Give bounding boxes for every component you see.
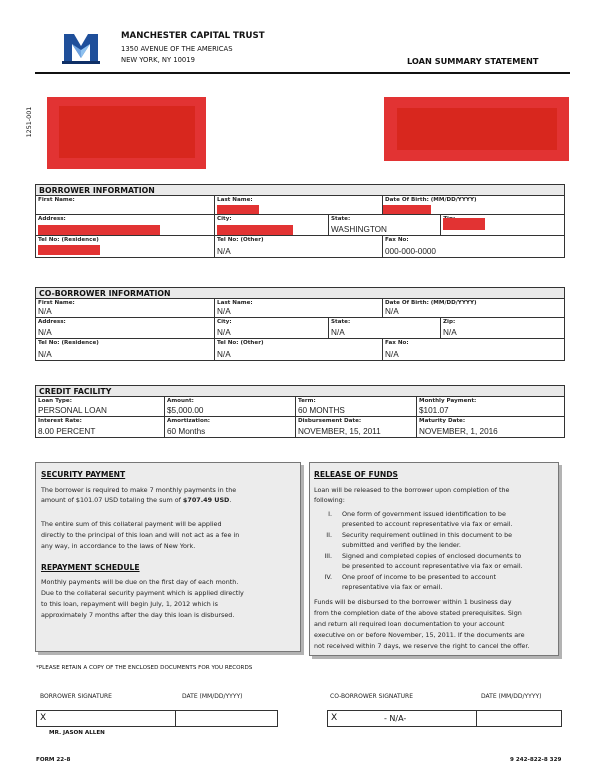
coborrower-date-field[interactable] [477,710,562,727]
side-code: 1251-001 [25,106,33,138]
borrower-tel-other-cell: Tel No: (Other) N/A [214,236,382,257]
term-value: 60 MONTHS [298,406,345,415]
loan-type-value: PERSONAL LOAN [38,406,107,415]
borrower-address-cell: Address: [36,215,214,235]
coborrower-signature-field[interactable] [327,710,477,727]
borrower-dob-cell: Date Of Birth: (MM/DD/YYYY) [382,196,566,214]
release-item-3: III. Signed and completed copies of enclosed documents to be presented to account representative via fax or email. [324,552,523,571]
coborrower-last-name-cell: Last Name: N/A [214,299,382,317]
header-rule [35,72,570,74]
company-name: MANCHESTER CAPITAL TRUST [121,31,265,41]
borrower-last-name-cell: Last Name: [214,196,382,214]
monthly-payment-cell: Monthly Payment: $101.07 [416,397,566,416]
coborrower-address-cell: Address: N/A [38,319,66,337]
coborrower-fax-cell: Fax No: N/A [382,339,566,360]
amortization-cell: Amortization: 60 Months [164,417,295,437]
statement-title: LOAN SUMMARY STATEMENT [407,56,539,66]
form-code: 9 242-822-8 329 [510,757,562,763]
monthly-payment-value: $101.07 [419,406,449,415]
release-heading: RELEASE OF FUNDS [314,470,399,479]
security-para1-line2: amount of $101.07 USD totaling the sum of $707.49 USD. [41,496,232,504]
borrower-state-value: WASHINGTON [331,225,387,234]
borrower-heading: BORROWER INFORMATION [36,185,564,196]
coborrower-heading: CO-BORROWER INFORMATION [36,288,564,299]
coborrower-signature-label: CO-BORROWER SIGNATURE [330,693,413,700]
borrower-date-label: DATE (MM/DD/YYYY) [182,693,243,700]
security-payment-panel: SECURITY PAYMENT The borrower is required to make 7 monthly payments in the amount of $101.07 USD totaling the sum of $707.49 USD. The entire sum of this collateral payment will be applied directly to the principal of this loan and will not act as a fee in any way, in accordance to the laws of New York. REPAYMENT SCHEDULE Monthly payments will be due on the first day of each month. Due to the collateral security payment which is applied directly to this loan, repayment will begin July, 1, 2012 which is approximately 7 months after the day this loan is disbursed. [35,462,301,652]
redacted-dob [383,205,431,214]
borrower-city-cell: City: [214,215,328,235]
m-logo-icon [62,30,100,64]
company-address-line1: 1350 AVENUE OF THE AMERICAS [121,45,233,53]
redacted-last-name [217,205,259,214]
borrower-fax-value: 000-000-0000 [385,247,436,256]
disbursement-date-cell: Disbursement Date: NOVEMBER, 15, 2011 [295,417,416,437]
borrower-information-section [35,184,565,258]
redacted-tel [38,245,100,255]
borrower-date-field[interactable] [176,710,278,727]
borrower-tel-residence-cell: Tel No: (Residence) [36,236,214,257]
borrower-state-cell: State: WASHINGTON [328,215,440,235]
coborrower-first-name-cell: First Name: N/A [38,300,75,316]
borrower-signature-field[interactable] [36,710,176,727]
x-mark-icon: X [331,713,338,723]
coborrower-state-cell: State: N/A [328,318,440,338]
security-para1-line1: The borrower is required to make 7 monthly payments in the [41,486,237,494]
coborrower-signature-value: - N/A- [384,714,407,723]
coborrower-information-section [35,287,565,361]
release-item-2: II. Security requirement outlined in this document to be submitted and verified by the lender. [326,531,513,550]
redacted-city [217,225,293,235]
form-id: FORM 22-8 [36,757,71,763]
amount-value: $5,000.00 [167,406,204,415]
disbursement-date-value: NOVEMBER, 15, 2011 [298,427,381,436]
coborrower-tel-other-cell: Tel No: (Other) N/A [214,339,382,360]
amount-cell: Amount: $5,000.00 [164,397,295,416]
company-address-line2: NEW YORK, NY 10019 [121,56,195,64]
borrower-zip-cell [440,215,566,235]
release-item-1: I. One form of government issued identification to be presented to account representative via fax or email. [328,510,513,529]
coborrower-dob-cell: Date Of Birth: (MM/DD/YYYY) N/A [382,299,566,317]
repayment-heading: REPAYMENT SCHEDULE [41,563,140,572]
loan-type-cell: Loan Type: PERSONAL LOAN [38,398,107,415]
borrower-first-name-cell: First Name: [38,197,75,203]
amortization-value: 60 Months [167,427,206,436]
borrower-tel-other-value: N/A [217,247,231,256]
coborrower-tel-residence-cell: Tel No: (Residence) N/A [38,340,99,359]
security-heading: SECURITY PAYMENT [41,470,126,479]
borrower-fax-cell: Fax No: 000-000-0000 [382,236,566,257]
coborrower-city-cell: City: N/A [214,318,328,338]
redacted-name-inner [59,106,195,158]
coborrower-date-label: DATE (MM/DD/YYYY) [481,693,542,700]
coborrower-zip-cell: Zip: N/A [440,318,566,338]
company-logo [62,30,100,64]
maturity-date-cell: Maturity Date: NOVEMBER, 1, 2016 [416,417,566,437]
retain-note: *PLEASE RETAIN A COPY OF THE ENCLOSED DOCUMENTS FOR YOU RECORDS [36,665,253,671]
credit-heading: CREDIT FACILITY [36,386,564,397]
redacted-address [38,225,160,235]
redacted-zip [443,218,485,230]
interest-rate-cell: Interest Rate: 8.00 PERCENT [38,418,96,436]
signer-name: MR. JASON ALLEN [49,730,105,736]
release-item-4: IV. One proof of income to be presented to account representative via fax or email. [324,573,497,592]
x-mark-icon: X [40,713,47,723]
credit-facility-section [35,385,565,438]
interest-rate-value: 8.00 PERCENT [38,427,96,436]
borrower-signature-label: BORROWER SIGNATURE [40,693,112,700]
maturity-date-value: NOVEMBER, 1, 2016 [419,427,498,436]
term-cell: Term: 60 MONTHS [295,397,416,416]
release-of-funds-panel: RELEASE OF FUNDS Loan will be released to the borrower upon completion of the following: I. One form of government issued identification to be presented to account representative via fax or email. II. Security requirement outlined in this document to be submitted and verified by the lender. III. Signed and completed copies of enclosed documents to be presented to account representative via fax or email. IV. One proof of income to be presented to account representative via fax or email. Funds will be disbursed to the borrower within 1 business day from the completion date of the above stated prerequisites. Sign and return all required loan documentation to your account executive on or before November, 15, 2011. If the documents are not received within 7 days, we reserve the right to cancel the offer. [309,462,559,656]
redacted-account-inner [397,108,557,150]
